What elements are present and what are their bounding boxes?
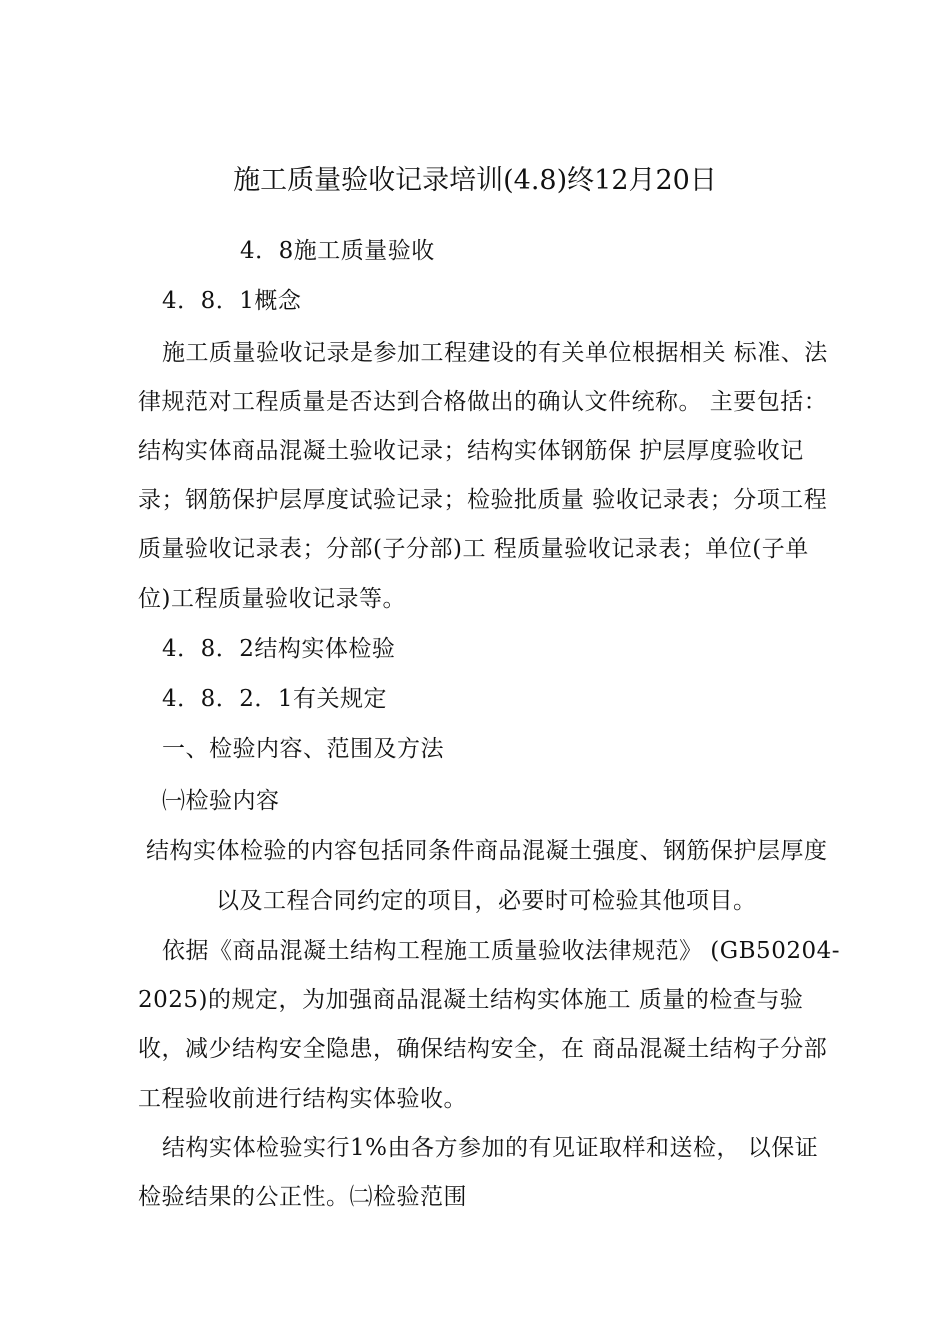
paragraph-line: 依据《商品混凝土结构工程施工质量验收法律规范》 (GB50204- xyxy=(162,938,840,964)
paragraph-line: 施工质量验收记录是参加工程建设的有关单位根据相关 标准、法 xyxy=(162,340,828,366)
paragraph-line: 以及工程合同约定的项目，必要时可检验其他项目。 xyxy=(216,888,757,914)
paragraph-line: 录；钢筋保护层厚度试验记录；检验批质量 验收记录表；分项工程 xyxy=(138,487,828,513)
paragraph-line: 位)工程质量验收记录等。 xyxy=(138,586,406,612)
section-heading: 4．8施工质量验收 xyxy=(240,238,435,264)
document-title: 施工质量验收记录培训(4.8)终12月20日 xyxy=(233,165,717,196)
paragraph-line: 结构实体检验实行1%由各方参加的有见证取样和送检， 以保证 xyxy=(162,1135,819,1161)
sub-heading-structure-inspection: 4．8．2结构实体检验 xyxy=(162,636,396,662)
paragraph-line: 工程验收前进行结构实体验收。 xyxy=(138,1086,467,1112)
sub-heading-regulations: 4．8．2．1有关规定 xyxy=(162,686,388,712)
list-item-heading: 一、检验内容、范围及方法 xyxy=(162,736,444,762)
paragraph-line: 收，减少结构安全隐患，确保结构安全，在 商品混凝土结构子分部 xyxy=(138,1036,828,1062)
paragraph-line: 质量验收记录表；分部(子分部)工 程质量验收记录表；单位(子单 xyxy=(138,536,809,562)
paragraph-line: 律规范对工程质量是否达到合格做出的确认文件统称。 主要包括： xyxy=(138,389,828,415)
sub-heading-concept: 4．8．1概念 xyxy=(162,288,302,314)
paragraph-line: 结构实体检验的内容包括同条件商品混凝土强度、钢筋保护层厚度 xyxy=(146,838,828,864)
paragraph-line: 2025)的规定，为加强商品混凝土结构实体施工 质量的检查与验 xyxy=(138,987,804,1013)
paragraph-line: 结构实体商品混凝土验收记录；结构实体钢筋保 护层厚度验收记 xyxy=(138,438,804,464)
paragraph-line: 检验结果的公正性。㈡检验范围 xyxy=(138,1184,467,1210)
list-subitem-heading: ㈠检验内容 xyxy=(162,788,280,814)
